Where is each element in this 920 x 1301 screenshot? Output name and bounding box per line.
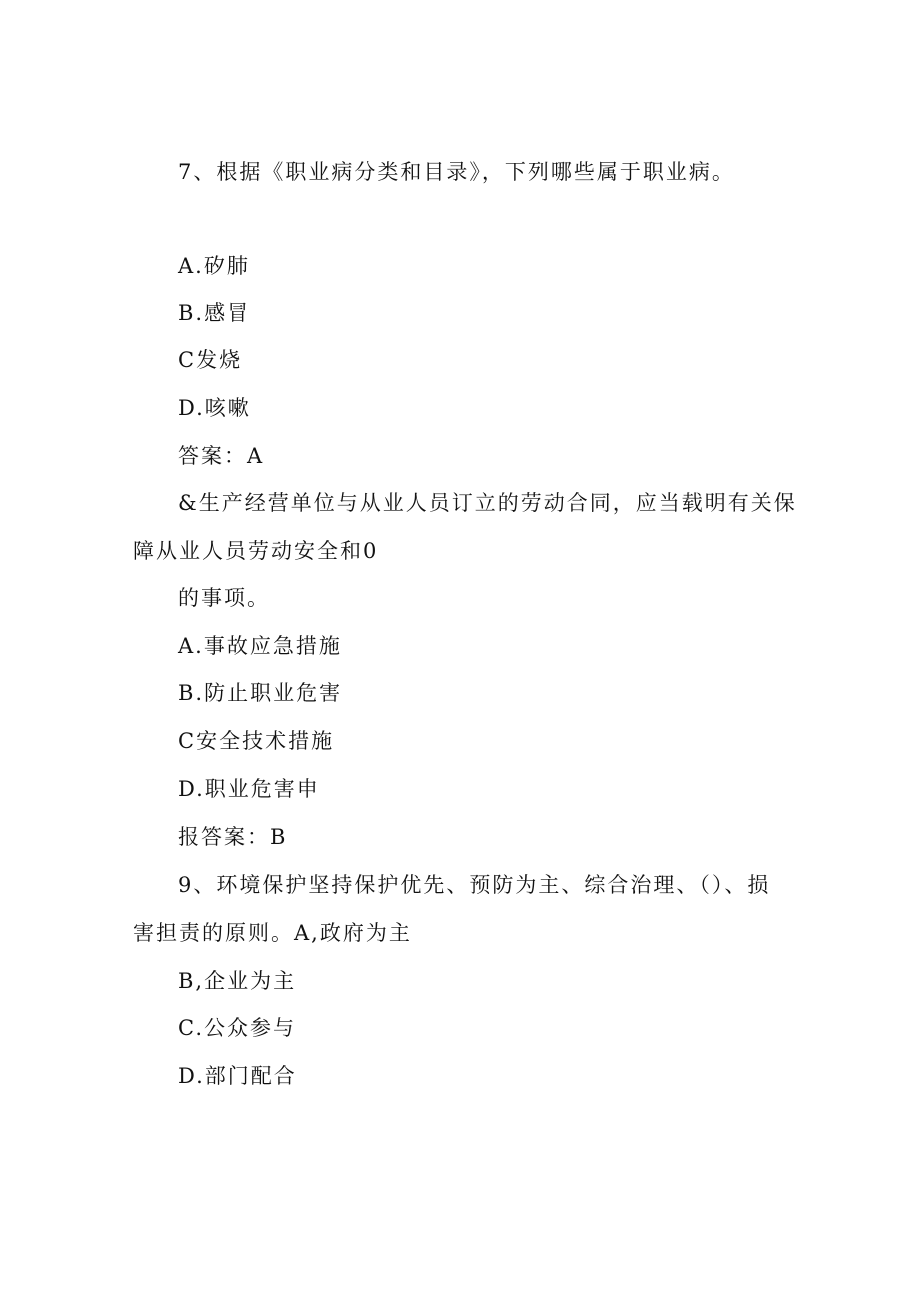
question-9-option-b: B,企业为主	[178, 969, 297, 993]
question-8-option-c: C安全技术措施	[178, 729, 335, 753]
question-8-stem-line-3: 的事项。	[178, 586, 270, 610]
question-8-option-d: D.职业危害申	[178, 777, 320, 801]
question-7-stem: 7、根据《职业病分类和目录》，下列哪些属于职业病。	[178, 160, 735, 184]
question-9-stem-line-1: 9、环境保护坚持保护优先、预防为主、综合治理、（）、损	[178, 873, 771, 897]
question-8-option-a: A.事故应急措施	[178, 634, 342, 658]
question-9-option-c: C.公众参与	[178, 1016, 296, 1040]
question-7-option-b: B.感冒	[178, 301, 251, 325]
question-8-option-b: B.防止职业危害	[178, 681, 343, 705]
question-7-option-c: C发烧	[178, 348, 243, 372]
question-7-option-d: D.咳嗽	[178, 396, 251, 420]
question-9-stem-line-2: 害担责的原则。A,政府为主	[133, 921, 412, 945]
question-8-answer: 报答案：B	[178, 825, 288, 849]
question-8-stem-line-1: &生产经营单位与从业人员订立的劳动合同，应当载明有关保	[178, 491, 797, 515]
question-7-answer: 答案：A	[178, 444, 265, 468]
question-7-option-a: A.矽肺	[178, 254, 250, 278]
question-8-stem-line-2: 障从业人员劳动安全和0	[133, 539, 379, 563]
question-9-option-d: D.部门配合	[178, 1064, 297, 1088]
